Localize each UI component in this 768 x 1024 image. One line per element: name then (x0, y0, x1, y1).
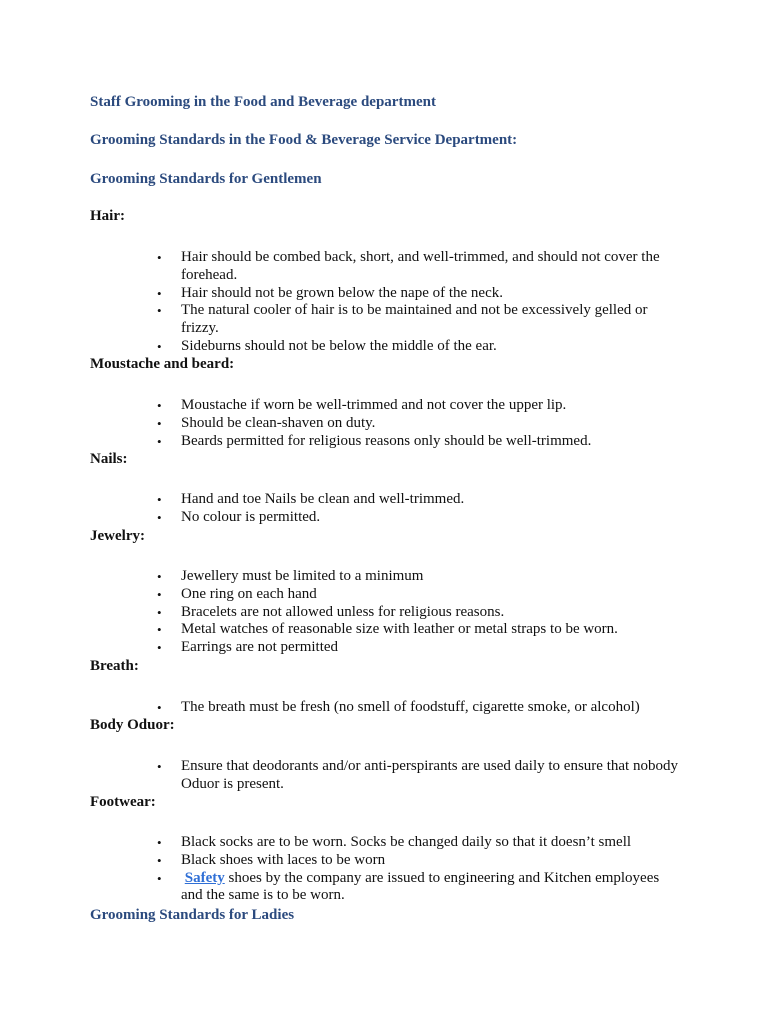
bullet-icon: • (157, 870, 162, 886)
bullet-icon: • (157, 415, 162, 431)
list-item: • Earrings are not permitted (157, 639, 339, 656)
jewelry-list (0, 568, 768, 657)
list-item: • Jewellery must be limited to a minimum (157, 568, 424, 584)
list-item: • Sideburns should not be below the middle of the ear. (157, 337, 497, 354)
bullet-icon: • (157, 604, 162, 620)
breath-list (0, 699, 768, 717)
bullet-icon: • (157, 569, 162, 584)
section-heading-gentlemen: Grooming Standards for Gentlemen (90, 171, 322, 187)
bullet-icon: • (157, 622, 162, 638)
safety-link[interactable]: Safety (184, 869, 225, 886)
bullet-icon: • (157, 303, 162, 319)
document-title: Staff Grooming in the Food and Beverage department (90, 94, 436, 110)
list-item: • Hair should not be grown below the nape of the neck. (157, 284, 503, 301)
list-item: • Beards permitted for religious reasons only should be well-trimmed. (157, 432, 592, 449)
moustache-title: Moustache and beard: (90, 356, 235, 372)
bullet-icon: • (157, 338, 162, 354)
bullet-icon: • (157, 509, 162, 525)
list-item: • The natural cooler of hair is to be maintained and not be excessively gelled or frizzy. (157, 302, 648, 337)
section-heading-ladies: Grooming Standards for Ladies (90, 907, 295, 923)
footwear-title: Footwear: (90, 794, 156, 810)
bullet-icon: • (157, 835, 162, 850)
list-item: • Black shoes with laces to be worn (157, 851, 386, 868)
list-item: • Safety shoes by the company are issued to engineering and Kitchen employees and the same is to be worn. (157, 869, 660, 904)
list-item: • Should be clean-shaven on duty. (157, 414, 376, 431)
body-odour-list (0, 758, 768, 794)
list-item: • The breath must be fresh (no smell of foodstuff, cigarette smoke, or alcohol) (157, 699, 640, 715)
bullet-icon: • (157, 433, 162, 449)
bullet-icon: • (157, 852, 162, 868)
bullet-icon: • (157, 586, 162, 602)
moustache-list (0, 397, 768, 450)
list-item: • No colour is permitted. (157, 508, 321, 525)
body-odour-title: Body Oduor: (90, 717, 175, 733)
section-heading-fb-service: Grooming Standards in the Food & Beverage Service Department: (90, 132, 518, 148)
nails-list (0, 491, 768, 527)
bullet-icon: • (157, 398, 162, 413)
footwear-list (0, 834, 768, 905)
hair-list (0, 249, 768, 356)
bullet-icon: • (157, 250, 162, 265)
bullet-icon: • (157, 285, 162, 301)
list-item: • Bracelets are not allowed unless for religious reasons. (157, 603, 505, 620)
list-item: • Ensure that deodorants and/or anti-perspirants are used daily to ensure that nobody Oduor is present. (157, 758, 678, 792)
bullet-icon: • (157, 700, 162, 715)
list-item: • One ring on each hand (157, 585, 317, 602)
bullet-icon: • (157, 492, 162, 507)
list-item: • Hand and toe Nails be clean and well-trimmed. (157, 491, 465, 507)
bullet-icon: • (157, 759, 162, 774)
hair-title: Hair: (90, 208, 125, 224)
list-item: • Moustache if worn be well-trimmed and not cover the upper lip. (157, 397, 567, 413)
list-item: • Black socks are to be worn. Socks be changed daily so that it doesn’t smell (157, 834, 632, 850)
jewelry-title: Jewelry: (90, 528, 145, 544)
bullet-icon: • (157, 640, 162, 656)
breath-title: Breath: (90, 658, 139, 674)
nails-title: Nails: (90, 451, 128, 467)
list-item: • Hair should be combed back, short, and well-trimmed, and should not cover the forehead. (157, 249, 660, 283)
list-item: • Metal watches of reasonable size with leather or metal straps to be worn. (157, 621, 618, 638)
